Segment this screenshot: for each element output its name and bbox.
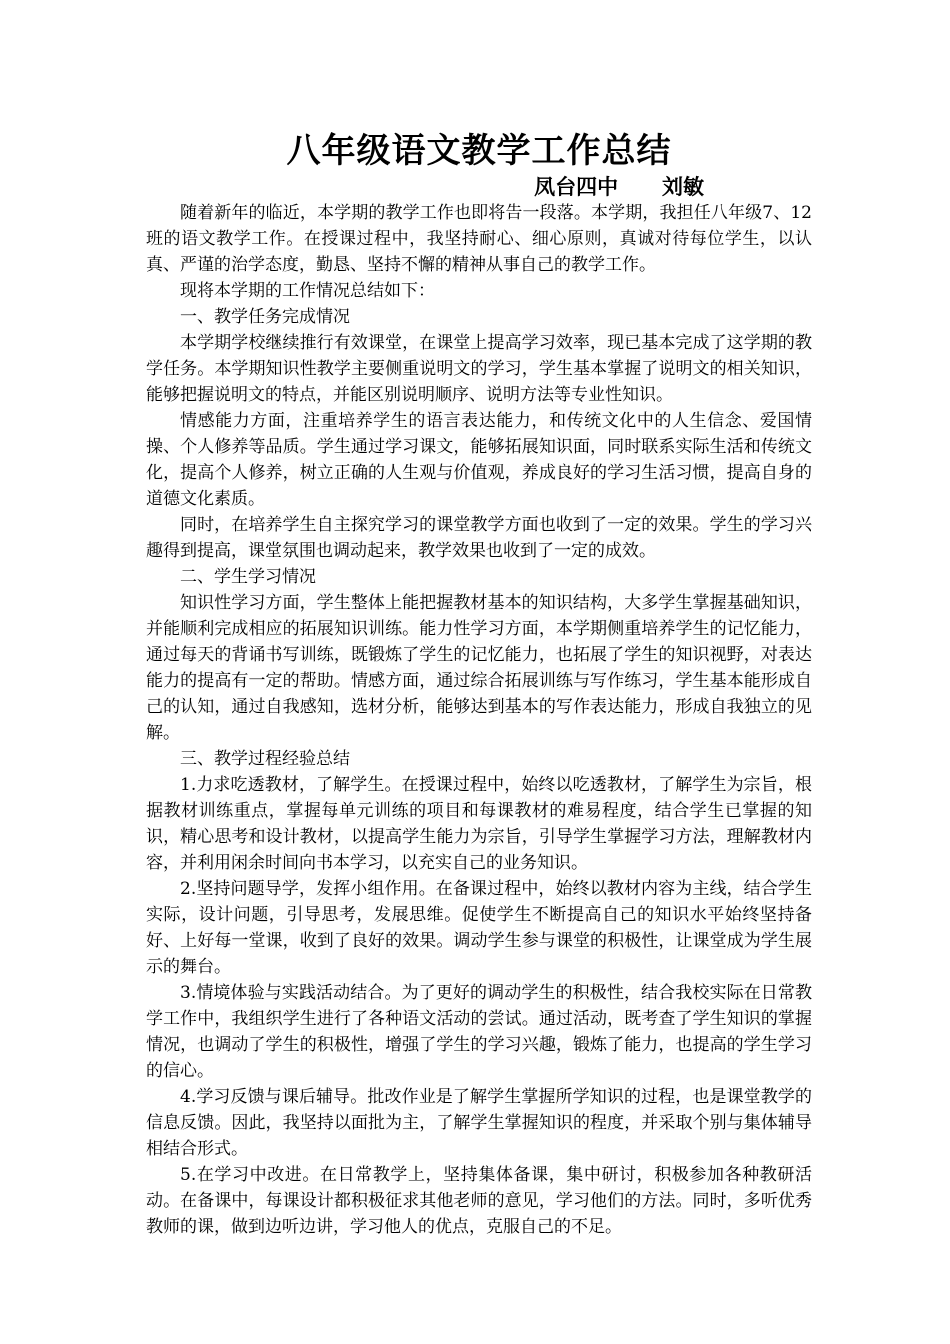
section-3-item-4: 4.学习反馈与课后辅导。批改作业是了解学生掌握所学知识的过程，也是课堂教学的信息反馈。因此，我坚持以面批为主，了解学生掌握知识的程度，并采取个别与集体辅导相结合形式。 xyxy=(146,1087,812,1159)
section-heading-1: 一、教学任务完成情况 xyxy=(180,307,350,327)
section-3-item-1: 1.力求吃透教材，了解学生。在授课过程中，始终以吃透教材，了解学生为宗旨，根据教材训练重点，掌握每单元训练的项目和每课教材的难易程度，结合学生已掌握的知识，精心思考和设计教材，以提高学生能力为宗旨，引导学生掌握学习方法，理解教材内容，并利用闲余时间向书本学习，以充实自己的业务知识。 xyxy=(146,775,812,873)
author-byline: 凤台四中 刘敏 xyxy=(534,174,704,199)
summary-lead-paragraph: 现将本学期的工作情况总结如下： xyxy=(180,281,435,301)
section-1-paragraph-1: 本学期学校继续推行有效课堂，在课堂上提高学习效率，现已基本完成了这学期的教学任务。本学期知识性教学主要侧重说明文的学习，学生基本掌握了说明文的相关知识，能够把握说明文的特点，并能区别说明顺序、说明方法等专业性知识。 xyxy=(146,333,812,405)
section-3-item-2: 2.坚持问题导学，发挥小组作用。在备课过程中，始终以教材内容为主线，结合学生实际，设计问题，引导思考，发展思维。促使学生不断提高自己的知识水平始终坚持备好、上好每一堂课，收到了良好的效果。调动学生参与课堂的积极性，让课堂成为学生展示的舞台。 xyxy=(146,879,812,977)
section-3-item-5: 5.在学习中改进。在日常教学上，坚持集体备课，集中研讨，积极参加各种教研活动。在备课中，每课设计都积极征求其他老师的意见，学习他们的方法。同时，多听优秀教师的课，做到边听边讲，学习他人的优点，克服自己的不足。 xyxy=(146,1165,812,1237)
section-1-paragraph-2: 情感能力方面，注重培养学生的语言表达能力，和传统文化中的人生信念、爱国情操、个人修养等品质。学生通过学习课文，能够拓展知识面，同时联系实际生活和传统文化，提高个人修养，树立正确的人生观与价值观，养成良好的学习生活习惯，提高自身的道德文化素质。 xyxy=(146,411,812,509)
document-page xyxy=(146,128,812,1240)
section-3-item-3: 3.情境体验与实践活动结合。为了更好的调动学生的积极性，结合我校实际在日常教学工作中，我组织学生进行了各种语文活动的尝试。通过活动，既考查了学生知识的掌握情况，也调动了学生的积极性，增强了学生的学习兴趣，锻炼了能力，也提高的学生学习的信心。 xyxy=(146,983,812,1081)
section-heading-2: 二、学生学习情况 xyxy=(180,567,316,587)
document-title: 八年级语文教学工作总结 xyxy=(286,131,672,171)
section-heading-3: 三、教学过程经验总结 xyxy=(180,749,350,769)
section-2-paragraph-1: 知识性学习方面，学生整体上能把握教材基本的知识结构，大多学生掌握基础知识，并能顺利完成相应的拓展知识训练。能力性学习方面，本学期侧重培养学生的记忆能力，通过每天的背诵书写训练，既锻炼了学生的记忆能力，也拓展了学生的知识视野，对表达能力的提高有一定的帮助。情感方面，通过综合拓展训练与写作练习，学生基本能形成自己的认知，通过自我感知，选材分析，能够达到基本的写作表达能力，形成自我独立的见解。 xyxy=(146,593,812,743)
section-1-paragraph-3: 同时，在培养学生自主探究学习的课堂教学方面也收到了一定的效果。学生的学习兴趣得到提高，课堂氛围也调动起来，教学效果也收到了一定的成效。 xyxy=(146,515,812,561)
intro-paragraph: 随着新年的临近，本学期的教学工作也即将告一段落。本学期，我担任八年级7、12班的语文教学工作。在授课过程中，我坚持耐心、细心原则，真诚对待每位学生，以认真、严谨的治学态度，勤恳、坚持不懈的精神从事自己的教学工作。 xyxy=(146,203,812,275)
